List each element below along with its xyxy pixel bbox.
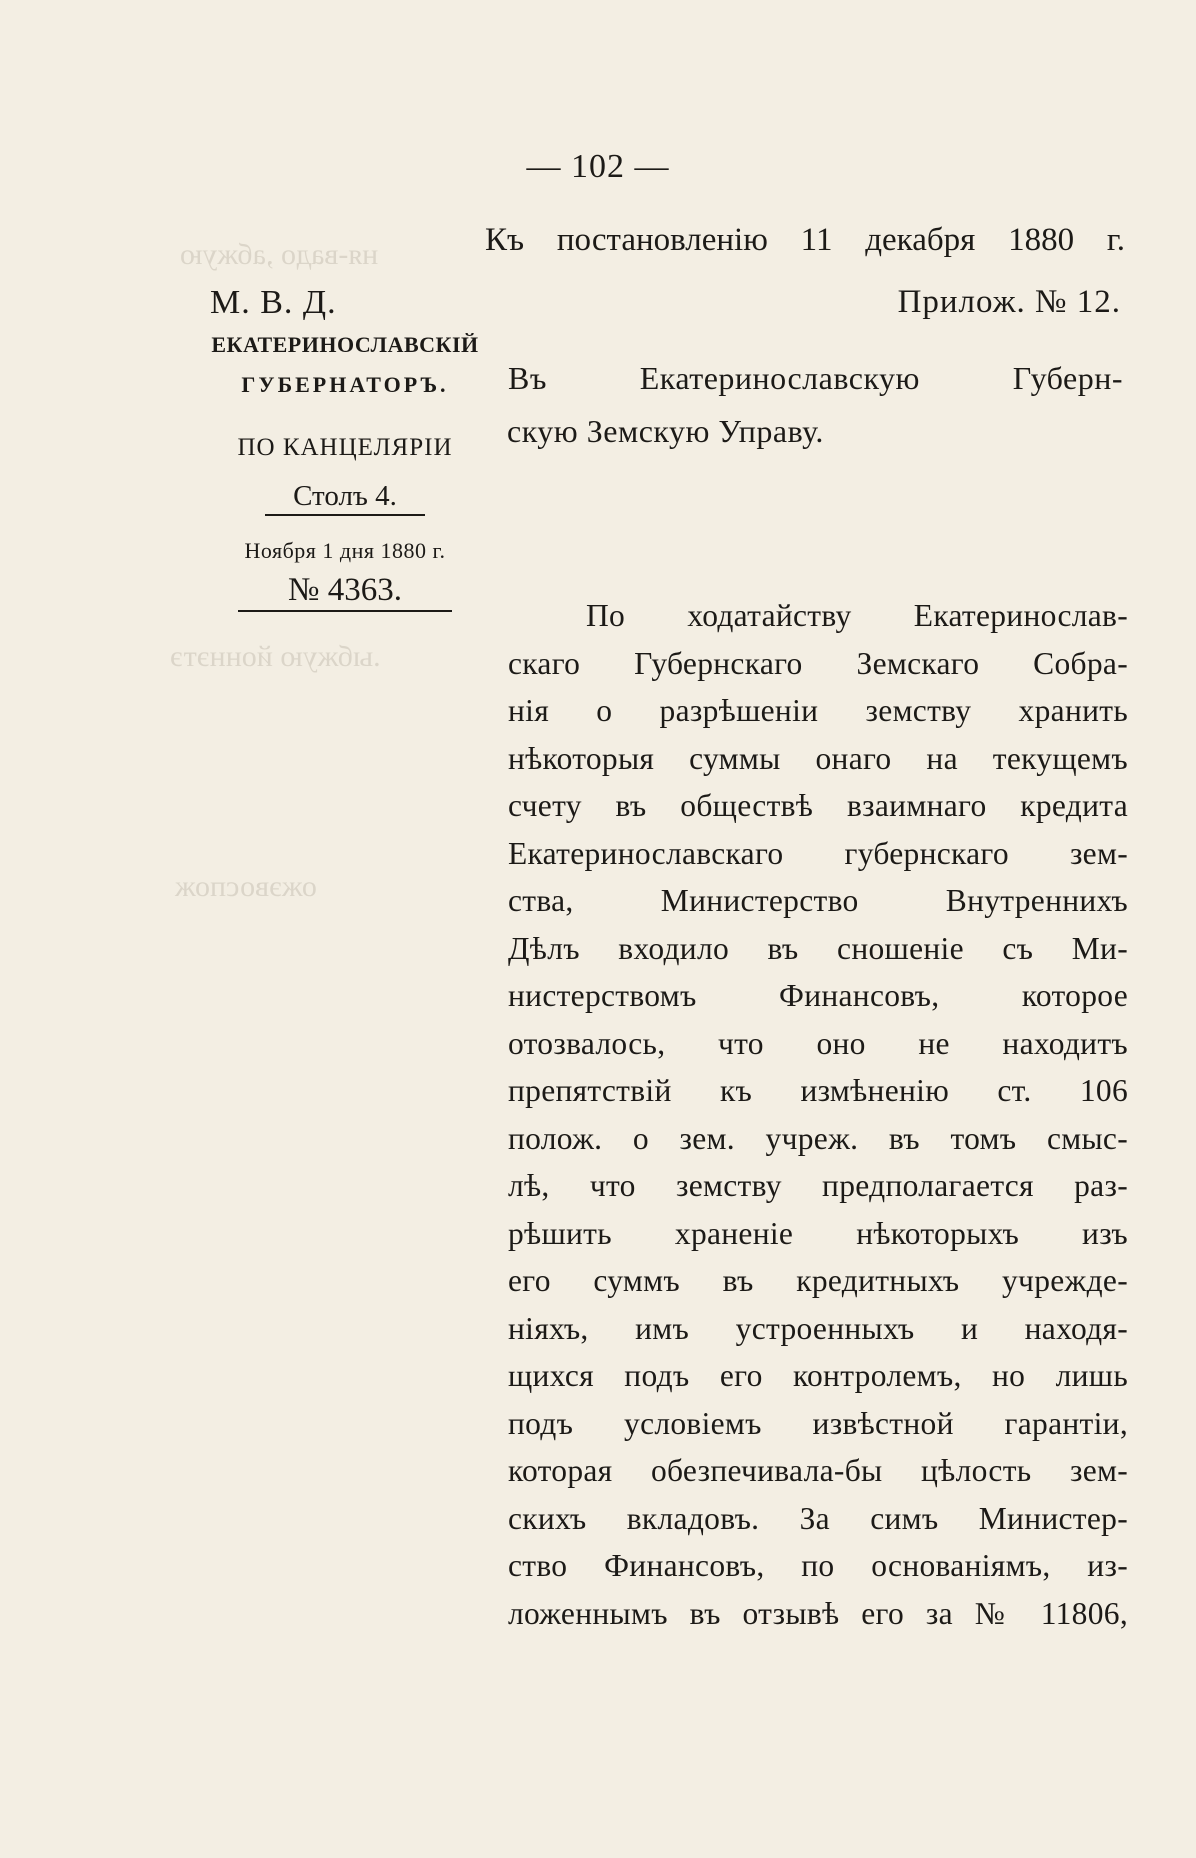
body-line: ство Финансовъ, по основаніямъ, из- xyxy=(508,1548,1128,1583)
desk-text: Столъ 4. xyxy=(265,480,425,516)
body-line: Екатеринославскаго губернскаго зем- xyxy=(508,835,1128,871)
body-line: скихъ вкладовъ. За симъ Министер- xyxy=(508,1500,1128,1536)
chancery-label: ПО КАНЦЕЛЯРІИ xyxy=(237,434,453,461)
governor-place: ЕКАТЕРИНОСЛАВСКІЙ xyxy=(211,332,479,357)
body-line: нія о разрѣшеніи земству хранить xyxy=(508,693,1128,728)
body-line: ства, Министерство Внутреннихъ xyxy=(508,883,1128,918)
appendix-label: Прилож. № 12. xyxy=(897,284,1121,320)
body-line: нистерствомъ Финансовъ, которое xyxy=(508,978,1128,1013)
body-line: счету въ обществѣ взаимнаго кредита xyxy=(508,788,1128,823)
document-date: Ноября 1 дня 1880 г. xyxy=(244,538,446,563)
body-line: полож. о зем. учреж. въ томъ смыс- xyxy=(508,1120,1128,1156)
document-number-text: № 4363. xyxy=(238,572,452,612)
page-number: — 102 — xyxy=(526,148,670,185)
body-line: которая обезпечивала-бы цѣлость зем- xyxy=(508,1453,1128,1488)
body-line: лѣ, что земству предполагается раз- xyxy=(508,1168,1128,1203)
recipient-block xyxy=(508,352,1123,458)
governor-title: ГУБЕРНАТОРЪ. xyxy=(241,372,449,397)
decree-reference: Къ постановленію 11 декабря 1880 г. xyxy=(485,222,1125,258)
body-line: ложеннымъ въ отзывѣ его за № 11806, xyxy=(508,1595,1128,1631)
body-line: его суммъ въ кредитныхъ учрежде- xyxy=(508,1263,1128,1298)
bleed-through-text: .ыбжую йоннэтэ xyxy=(170,640,381,673)
letter-body xyxy=(508,592,1128,1637)
body-line: нѣкоторыя суммы онаго на текущемъ xyxy=(508,740,1128,776)
bleed-through-text: ожэвоспож xyxy=(175,870,317,903)
body-line: щихся подъ его контролемъ, но лишь xyxy=(508,1358,1128,1393)
body-line: По ходатайству Екатеринослав- xyxy=(586,598,1128,633)
document-number xyxy=(185,572,505,609)
body-line: ніяхъ, имъ устроенныхъ и находя- xyxy=(508,1310,1128,1346)
body-line: препятствій къ измѣненію ст. 106 xyxy=(508,1073,1128,1108)
recipient-line: Въ Екатеринославскую Губерн- xyxy=(508,360,1123,396)
body-line: подъ условіемъ извѣстной гарантіи, xyxy=(508,1405,1128,1441)
body-line: Дѣлъ входило въ сношеніе съ Ми- xyxy=(508,930,1128,966)
body-line: отозвалось, что оно не находитъ xyxy=(508,1025,1128,1061)
recipient-line: скую Земскую Управу. xyxy=(507,413,824,449)
body-line: рѣшить храненіе нѣкоторыхъ изъ xyxy=(508,1215,1128,1251)
bleed-through-text: ня-вадо ,абжую xyxy=(180,238,379,271)
body-line: скаго Губернскаго Земскаго Собра- xyxy=(508,645,1128,681)
desk-label xyxy=(185,480,505,513)
ministry-label: М. В. Д. xyxy=(210,284,337,321)
